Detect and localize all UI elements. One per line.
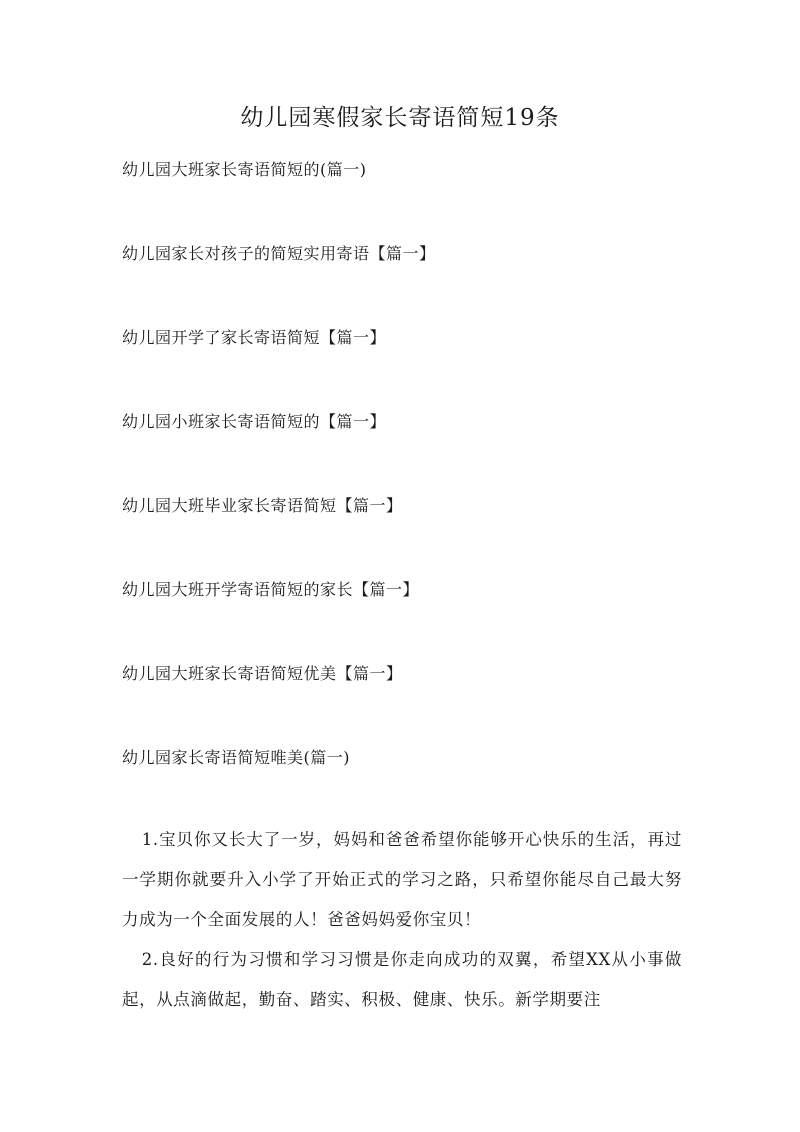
paragraph: 2.良好的行为习惯和学习习惯是你走向成功的双翼，希望XX从小事做起，从点滴做起，勤奋、踏实、积极、健康、快乐。新学期要注 <box>122 950 682 1009</box>
toc-item: 幼儿园大班毕业家长寄语简短【篇一】 <box>122 496 403 515</box>
toc-item: 幼儿园大班开学寄语简短的家长【篇一】 <box>122 580 420 599</box>
toc-item: 幼儿园大班家长寄语简短优美【篇一】 <box>122 664 403 683</box>
toc-item: 幼儿园大班家长寄语简短的(篇一) <box>122 160 367 179</box>
body-text <box>122 820 682 1020</box>
document-title: 幼儿园寒假家长寄语简短19条 <box>240 105 560 131</box>
toc-item: 幼儿园开学了家长寄语简短【篇一】 <box>122 328 387 347</box>
paragraph: 1.宝贝你又长大了一岁，妈妈和爸爸希望你能够开心快乐的生活，再过一学期你就要升入小学了开始正式的学习之路，只希望你能尽自己最大努力成为一个全面发展的人！爸爸妈妈爱你宝贝！ <box>122 830 682 929</box>
table-of-contents <box>122 152 436 824</box>
toc-item: 幼儿园家长寄语简短唯美(篇一) <box>122 748 350 767</box>
toc-item: 幼儿园家长对孩子的简短实用寄语【篇一】 <box>122 244 436 263</box>
toc-item: 幼儿园小班家长寄语简短的【篇一】 <box>122 412 387 431</box>
